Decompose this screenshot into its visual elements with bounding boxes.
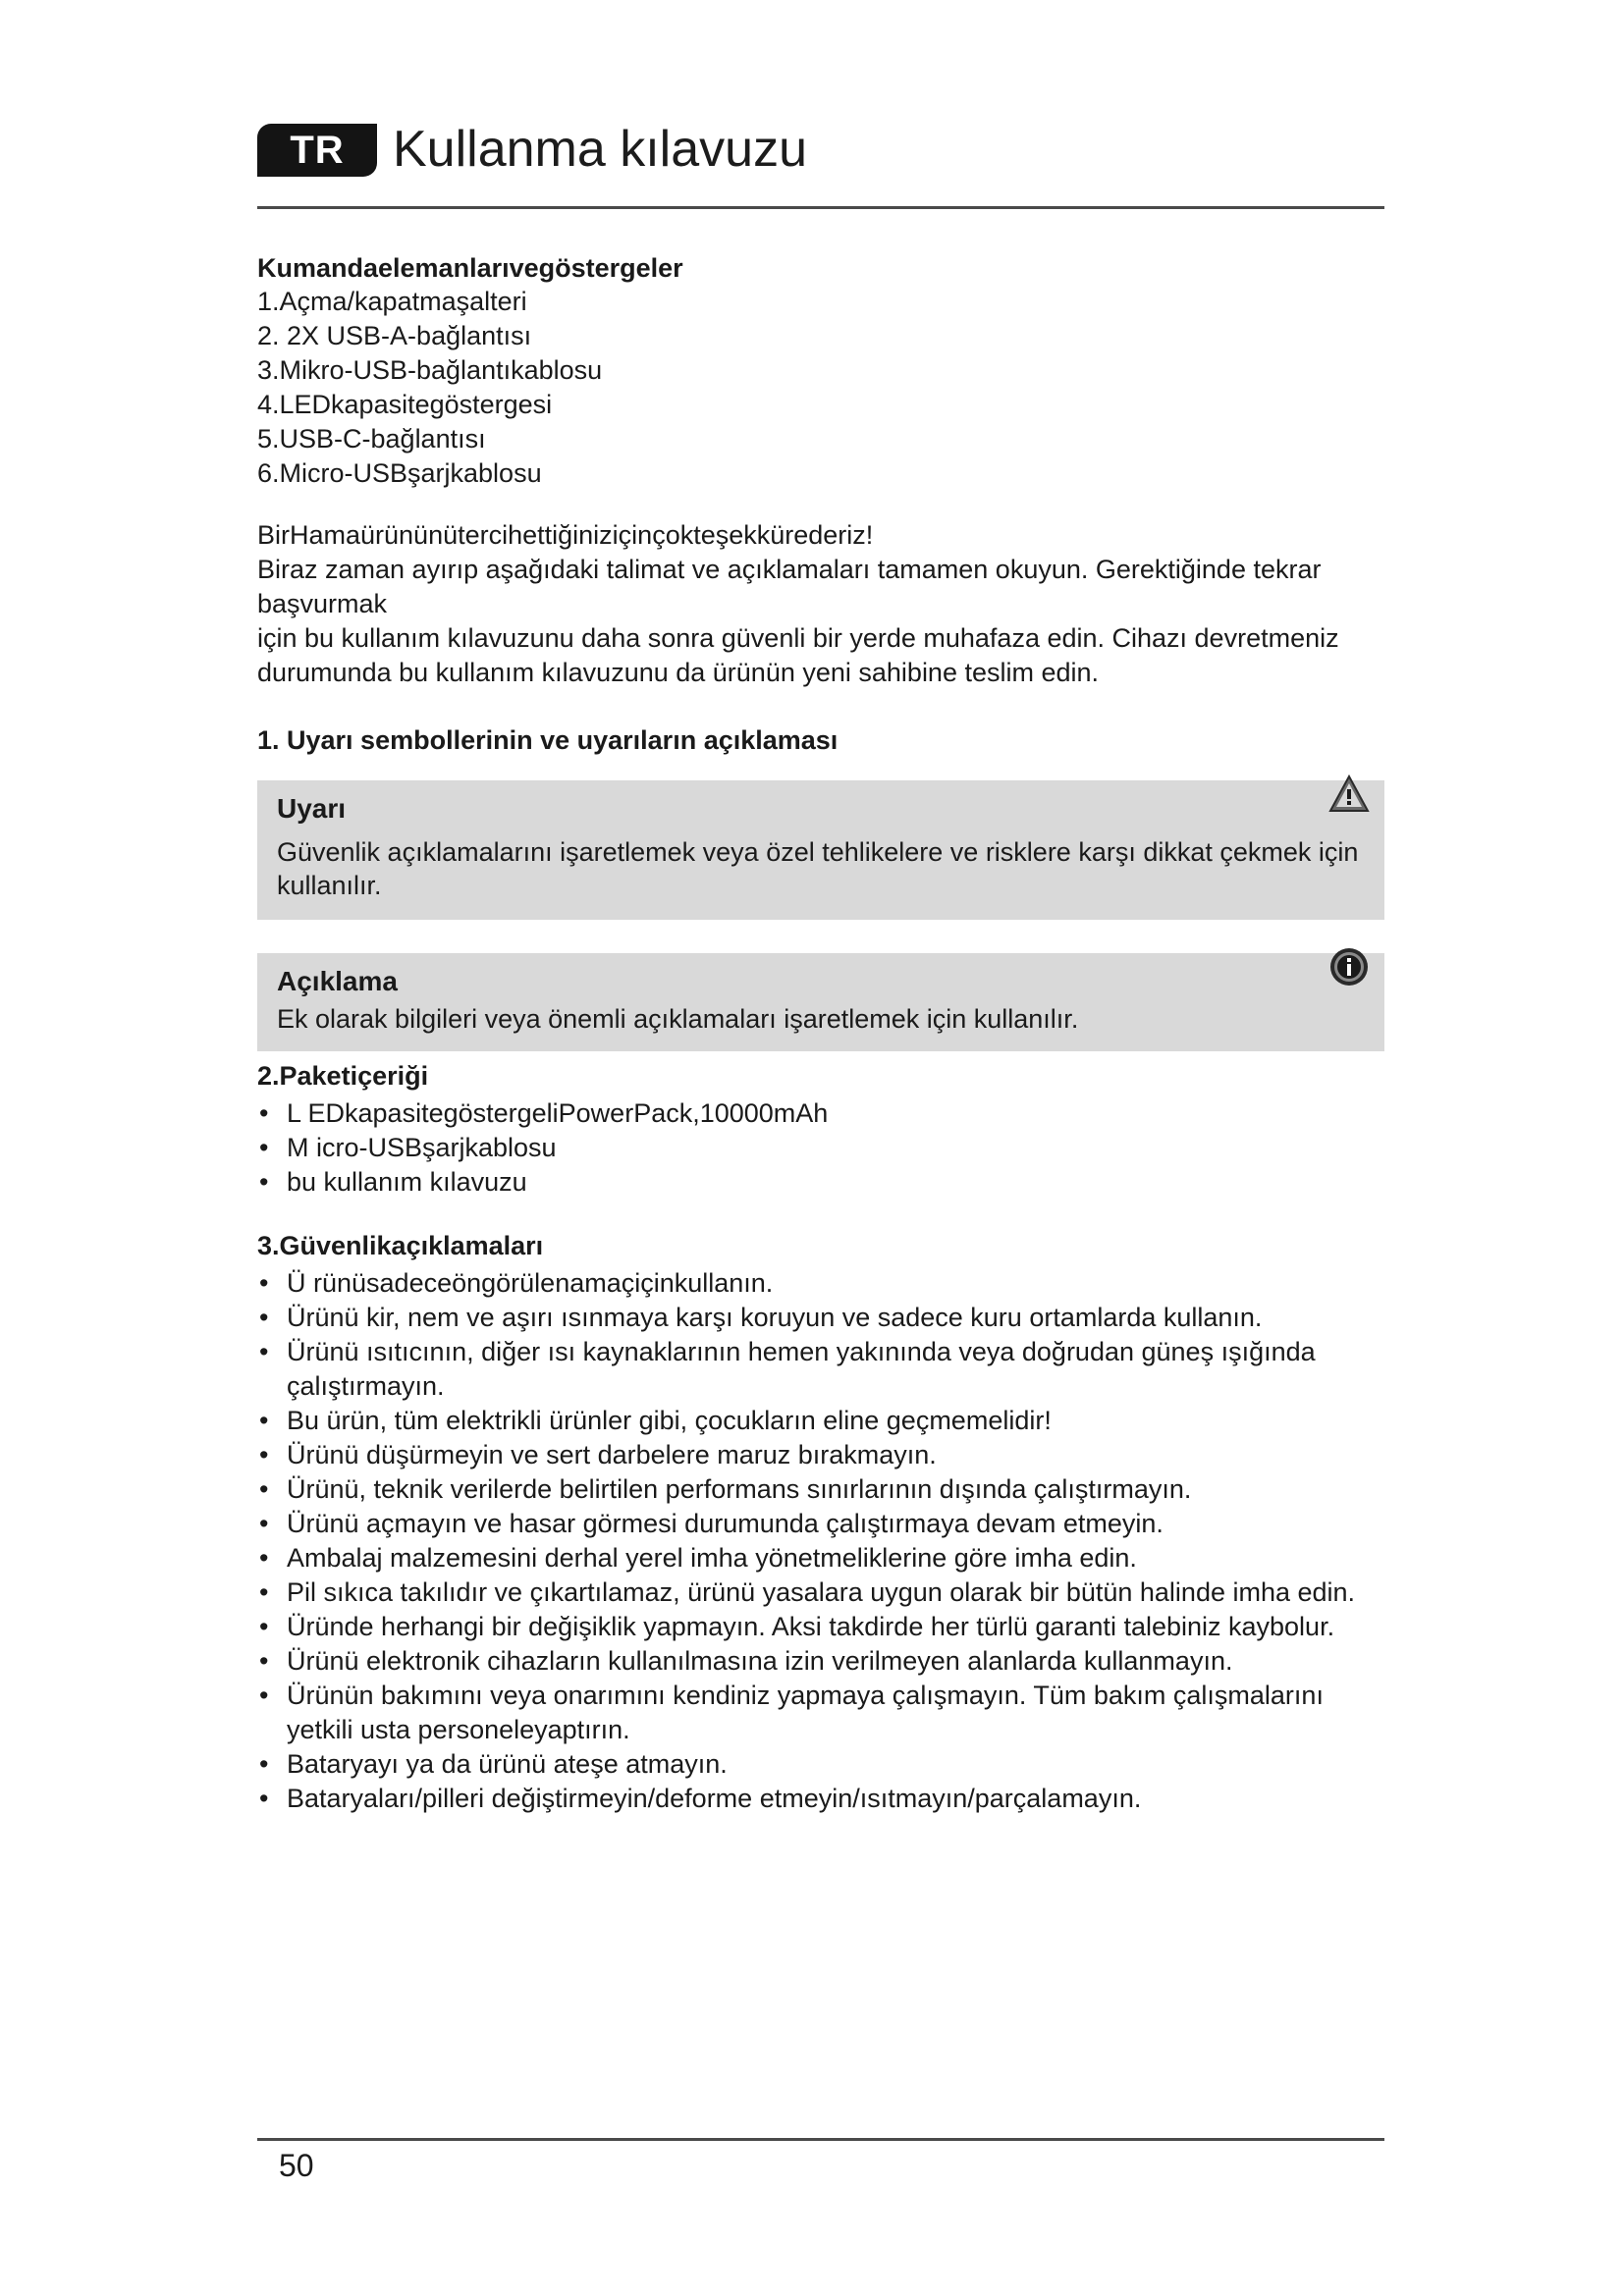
- intro-paragraph: [257, 518, 1384, 690]
- list-item: • Ürünü elektronik cihazların kullanılmasına izin verilmeyen alanlarda kullanmayın.: [257, 1644, 1384, 1679]
- controls-item: 1.Açma/kapatmaşalteri: [257, 287, 527, 316]
- controls-item: 4.LEDkapasitegöstergesi: [257, 390, 553, 419]
- list-item: • Ürünü kir, nem ve aşırı ısınmaya karşı koruyun ve sadece kuru ortamlarda kullanın.: [257, 1301, 1384, 1335]
- intro-line: için bu kullanım kılavuzunu daha sonra güvenli bir yerde muhafaza edin. Cihazı devretmeniz: [257, 623, 1339, 653]
- list-item: • bu kullanım kılavuzu: [257, 1165, 1384, 1200]
- section-1-heading: 1. Uyarı sembollerinin ve uyarıların açıklaması: [257, 725, 839, 755]
- section-2: [257, 1059, 1384, 1200]
- controls-item: 2. 2X USB-A-bağlantısı: [257, 321, 532, 350]
- list-item: • Bu ürün, tüm elektrikli ürünler gibi, çocukların eline geçmemelidir!: [257, 1404, 1384, 1438]
- warning-box: [257, 780, 1384, 920]
- note-box: [257, 953, 1384, 1051]
- controls-item: 6.Micro-USBşarjkablosu: [257, 458, 542, 488]
- footer-divider: [257, 2138, 1384, 2141]
- info-circle-icon: [1327, 945, 1371, 988]
- intro-line: durumunda bu kullanım kılavuzunu da ürünün yeni sahibine teslim edin.: [257, 658, 1100, 687]
- controls-item: 3.Mikro-USB-bağlantıkablosu: [257, 355, 603, 385]
- warning-triangle-icon: [1327, 773, 1371, 816]
- warning-text: Güvenlik açıklamalarını işaretlemek veya özel tehlikelere ve risklere karşı dikkat çekmek için kullanılır.: [277, 837, 1359, 900]
- warning-title: Uyarı: [277, 793, 347, 824]
- controls-heading: Kumandaelemanlarıvegöstergeler: [257, 253, 683, 283]
- list-item: • Pil sıkıca takılıdır ve çıkartılamaz, ürünü yasalara uygun olarak bir bütün halinde imha edin.: [257, 1575, 1384, 1610]
- intro-line: BirHamaürününütercihettiğiniziçinçokteşekkürederiz!: [257, 520, 874, 550]
- list-item: • Bataryayı ya da ürünü ateşe atmayın.: [257, 1747, 1384, 1782]
- controls-section: [257, 251, 1384, 491]
- page-title: Kullanma kılavuzu: [393, 121, 807, 178]
- list-item: • Ürünü açmayın ve hasar görmesi durumunda çalıştırmaya devam etmeyin.: [257, 1507, 1384, 1541]
- list-item: • Ü rünüsadeceöngörülenamaçiçinkullanın.: [257, 1266, 1384, 1301]
- list-item: • Ambalaj malzemesini derhal yerel imha yönetmeliklerine göre imha edin.: [257, 1541, 1384, 1575]
- header-divider: [257, 206, 1384, 209]
- list-item: • Bataryaları/pilleri değiştirmeyin/deforme etmeyin/ısıtmayın/parçalamayın.: [257, 1782, 1384, 1816]
- list-item: • L EDkapasitegöstergeliPowerPack,10000mAh: [257, 1096, 1384, 1131]
- page-number: 50: [279, 2148, 314, 2183]
- list-item: • M icro-USBşarjkablosu: [257, 1131, 1384, 1165]
- list-item: • Ürünü, teknik verilerde belirtilen performans sınırlarının dışında çalıştırmayın.: [257, 1472, 1384, 1507]
- page-header: [257, 120, 1384, 208]
- language-badge: TR: [257, 124, 377, 177]
- section-3-heading: 3.Güvenlikaçıklamaları: [257, 1231, 544, 1260]
- safety-instructions-list: [257, 1266, 1384, 1816]
- document-body: [257, 251, 1384, 1816]
- list-item: • Ürünün bakımını veya onarımını kendiniz yapmaya çalışmayın. Tüm bakım çalışmalarını yetkili usta personeleyaptırın.: [257, 1679, 1384, 1747]
- intro-line: Biraz zaman ayırıp aşağıdaki talimat ve açıklamaları tamamen okuyun. Gerektiğinde tekrar başvurmak: [257, 555, 1322, 618]
- note-title: Açıklama: [277, 966, 398, 996]
- list-item: • Ürünü düşürmeyin ve sert darbelere maruz bırakmayın.: [257, 1438, 1384, 1472]
- list-item: • Ürünü ısıtıcının, diğer ısı kaynaklarının hemen yakınında veya doğrudan güneş ışığında çalıştırmayın.: [257, 1335, 1384, 1404]
- section-2-heading: 2.Paketiçeriği: [257, 1061, 429, 1091]
- list-item: • Üründe herhangi bir değişiklik yapmayın. Aksi takdirde her türlü garanti talebiniz kaybolur.: [257, 1610, 1384, 1644]
- package-contents-list: [257, 1096, 1384, 1200]
- spacer: [257, 690, 1384, 723]
- controls-item: 5.USB-C-bağlantısı: [257, 424, 486, 454]
- section-1: [257, 723, 1384, 1051]
- note-text: Ek olarak bilgileri veya önemli açıklamaları işaretlemek için kullanılır.: [277, 1004, 1079, 1034]
- section-3: [257, 1229, 1384, 1816]
